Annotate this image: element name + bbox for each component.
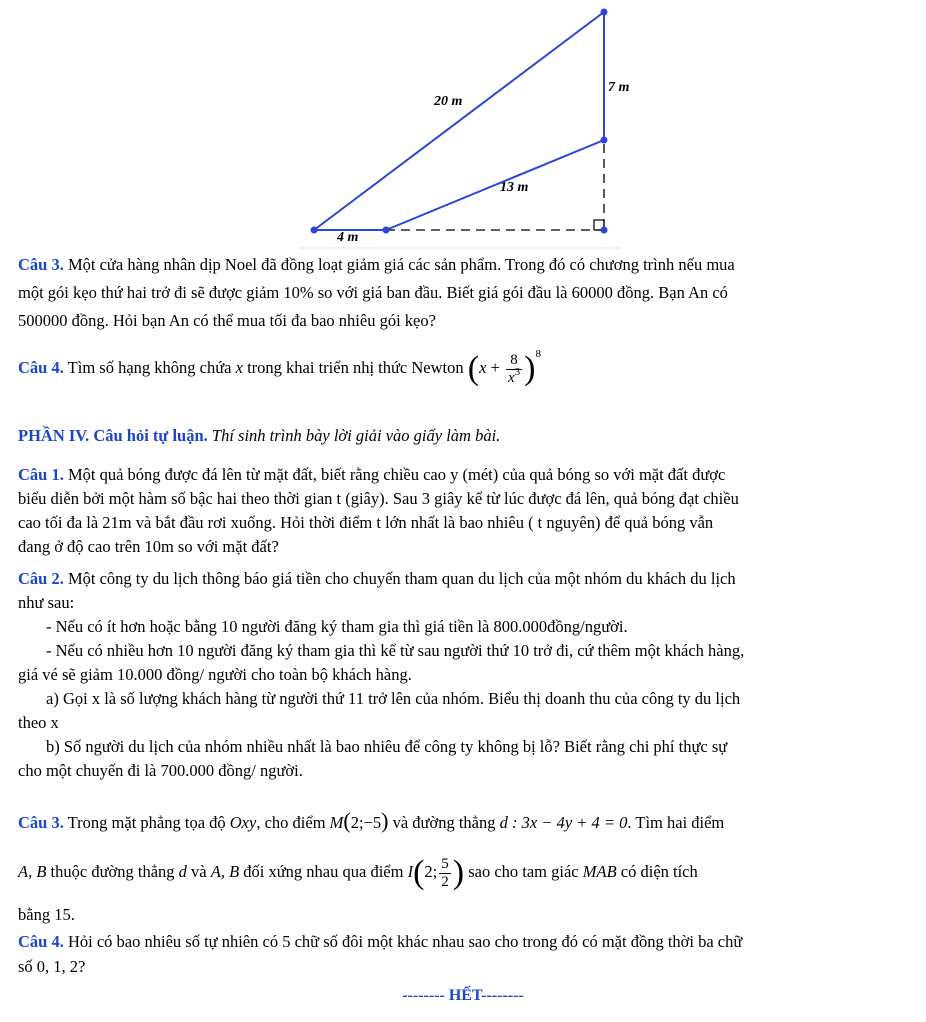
e3-point-i: I [407, 862, 414, 881]
e2-line8: b) Số người du lịch của nhóm nhiều nhất là bao nhiêu để công ty không bị lỗ? Biết rằng chi phí thực sự [46, 737, 728, 756]
point-a [311, 227, 318, 234]
label-7m: 7 m [608, 80, 630, 95]
e4-label: Câu 4. [18, 932, 64, 951]
e3-i-frac [439, 856, 451, 891]
e3-i-close: ) [452, 854, 465, 892]
e3-text1d: . Tìm hai điểm [627, 813, 725, 832]
q3-line1 [18, 253, 908, 277]
e3-line1 [18, 803, 908, 841]
q4-close-paren: ) [524, 350, 536, 388]
e2-label: Câu 2. [18, 569, 64, 588]
e3-text1c: và đường thẳng [392, 813, 496, 832]
line-13m [386, 140, 604, 230]
e4-line1 [18, 930, 908, 954]
e3-text1a: Trong mặt phẳng tọa độ [67, 813, 226, 832]
e3-m-coords: 2;−5 [350, 813, 382, 832]
e2-line7: theo x [18, 713, 59, 732]
e4-text1: Hỏi có bao nhiêu số tự nhiên có 5 chữ số đôi một khác nhau sao cho trong đó có mặt đồng thời ba chữ [67, 932, 743, 951]
e3-line-eq: : 3x − 4y + 4 = 0 [512, 813, 628, 832]
e3-i-num: 5 [441, 855, 449, 872]
e3-line-d: d [499, 813, 508, 832]
q4-frac-den [506, 365, 522, 387]
e3-line3: bằng 15. [18, 905, 75, 924]
e3-text2h: có diện tích [620, 862, 698, 881]
point-e [601, 227, 608, 234]
q4-var: x [235, 358, 243, 377]
q4-frac-num: 8 [506, 352, 522, 370]
q4-fraction [506, 352, 522, 387]
e1-text1: Một quả bóng được đá lên từ mặt đất, biết rằng chiều cao y (mét) của quả bóng so với mặt đất được [67, 465, 726, 484]
q3-text1: Một cửa hàng nhân dịp Noel đã đồng loạt giảm giá các sản phẩm. Trong đó có chương trình nếu mua [67, 255, 735, 274]
q4-text: Tìm số hạng không chứa [67, 358, 232, 377]
q4-expr-x: x [479, 358, 487, 377]
q4-open-paren: ( [467, 350, 480, 388]
q3-line2: một gói kẹo thứ hai trở đi sẽ được giảm 10% so với giá ban đầu. Biết giá gói đầu là 60000 đồng. Bạn An có [18, 283, 728, 302]
e3-text2d: và [191, 862, 207, 881]
q4-text2: trong khai triển nhị thức Newton [247, 358, 464, 377]
e3-d-2: d [178, 862, 187, 881]
e3-text2b: thuộc đường thẳng [50, 862, 175, 881]
q3-label: Câu 3. [18, 255, 64, 274]
e3-i-open: ( [413, 854, 425, 892]
e3-text2g: sao cho tam giác [468, 862, 579, 881]
e2-line2: như sau: [18, 593, 75, 612]
end-marker: -------- HẾT-------- [402, 987, 524, 1004]
q4-exponent: 8 [535, 348, 541, 360]
e1-line4: đang ở độ cao trên 10m so với mặt đất? [18, 537, 279, 556]
point-d [601, 137, 608, 144]
e2-line4: - Nếu có nhiều hơn 10 người đăng ký tham gia thì kể từ sau người thứ 10 trở đi, cứ thêm một khách hàng, [46, 641, 745, 660]
e3-i-x: 2; [424, 862, 438, 881]
e3-m-open: ( [343, 808, 351, 833]
label-20m: 20 m [434, 94, 463, 109]
e3-line2 [18, 848, 908, 896]
e2-text1: Một công ty du lịch thông báo giá tiền cho chuyến tham quan du lịch của một nhóm du khách du lịch [67, 569, 736, 588]
ladder-figure [300, 0, 630, 250]
e1-label: Câu 1. [18, 465, 64, 484]
e3-ab-2: A, B [210, 862, 240, 881]
e3-oxy: Oxy [229, 813, 257, 832]
e3-ab-1: A, B [18, 862, 47, 881]
e3-i-den: 2 [441, 873, 449, 890]
e3-label: Câu 3. [18, 813, 64, 832]
q4-label: Câu 4. [18, 358, 64, 377]
q4-den-var: x [507, 369, 515, 386]
e1-line2: biểu diễn bởi một hàm số bậc hai theo thời gian t (giây). Sau 3 giây kể từ lúc được đá lên, quả bóng đạt chiều [18, 489, 739, 508]
point-c [601, 9, 608, 16]
q4-den-exp: 3 [514, 365, 521, 378]
label-4m: 4 m [337, 230, 359, 245]
part4-heading-line [18, 424, 908, 448]
part4-heading: PHẦN IV. Câu hỏi tự luận. [18, 426, 208, 445]
e2-line5: giá vé sẽ giảm 10.000 đồng/ người cho toàn bộ khách hàng. [18, 665, 412, 684]
e2-line3: - Nếu có ít hơn hoặc bằng 10 người đăng ký tham gia thì giá tiền là 800.000đồng/người. [46, 617, 628, 636]
part4-instruction: Thí sinh trình bày lời giải vào giấy làm bài. [211, 426, 501, 445]
q4-line [18, 348, 908, 388]
e3-mab: MAB [582, 862, 617, 881]
e4-line2: số 0, 1, 2? [18, 957, 86, 976]
e3-point-m: M [329, 813, 344, 832]
e3-text1b: , cho điểm [256, 813, 326, 832]
figure-svg [300, 0, 620, 250]
e1-line1 [18, 463, 908, 487]
e2-line9: cho một chuyến đi là 700.000 đồng/ người. [18, 761, 303, 780]
q4-expr-plus: + [490, 358, 500, 377]
e1-line3: cao tối đa là 21m và bắt đầu rơi xuống. Hỏi thời điểm t lớn nhất là bao nhiêu ( t nguyên) để quả bóng vẫn [18, 513, 714, 532]
label-13m: 13 m [500, 180, 529, 195]
e3-text2f: đối xứng nhau qua điểm [243, 862, 404, 881]
e3-m-close: ) [381, 808, 389, 833]
q3-line3: 500000 đồng. Hỏi bạn An có thể mua tối đa bao nhiêu gói kẹo? [18, 311, 436, 330]
e2-line1 [18, 567, 908, 591]
line-20m [314, 12, 604, 230]
e2-line6: a) Gọi x là số lượng khách hàng từ người thứ 11 trở lên của nhóm. Biểu thị doanh thu của công ty du lịch [46, 689, 741, 708]
point-b [383, 227, 390, 234]
